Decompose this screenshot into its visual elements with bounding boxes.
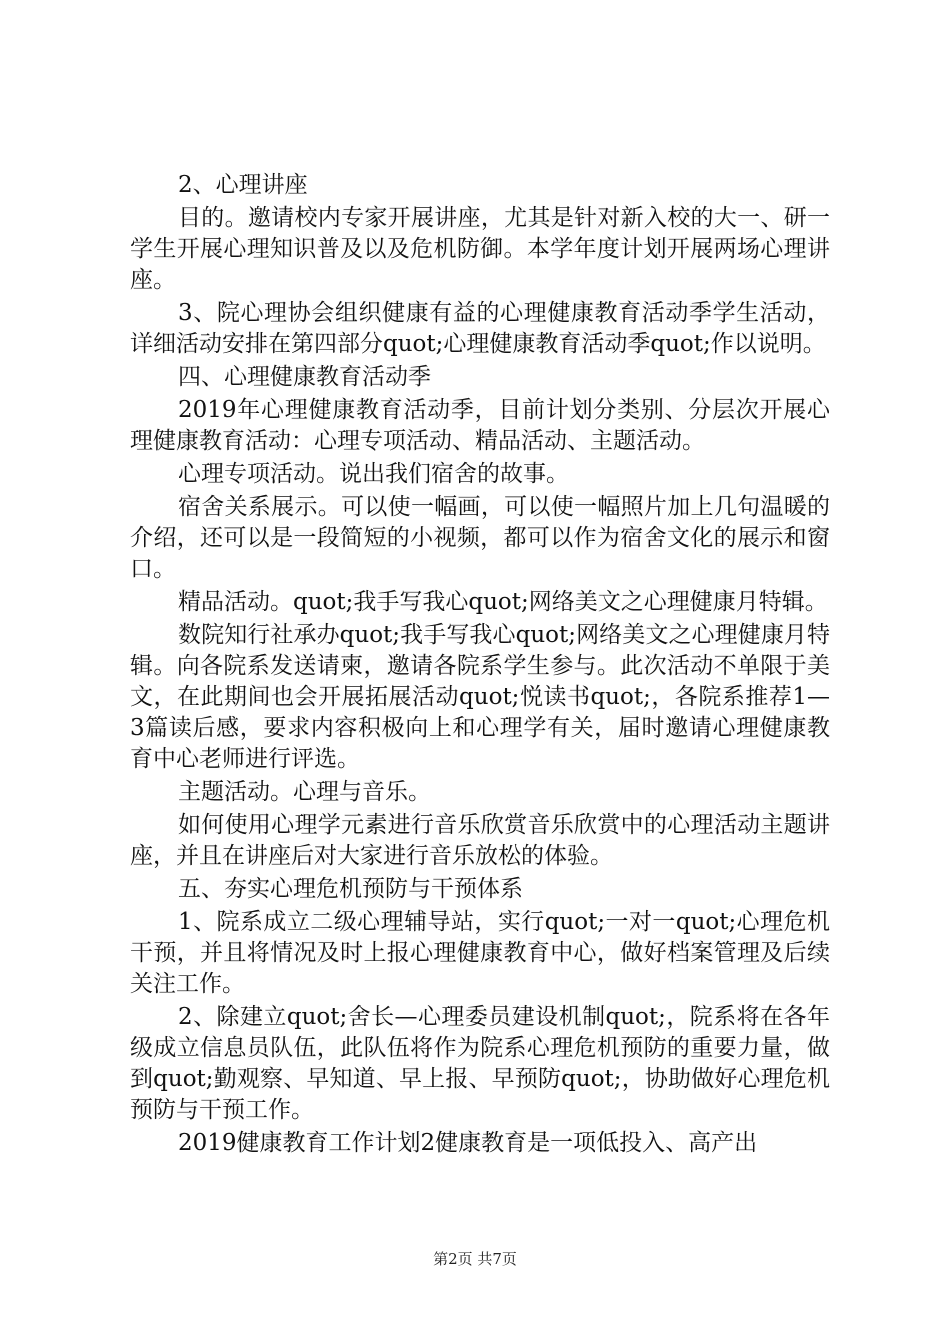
document-body: [130, 170, 830, 1161]
paragraph-information-team: 2、除建立quot;舍长—心理委员建设机制quot;，院系将在各年级成立信息员队伍，此队伍将作为院系心理危机预防的重要力量，做到quot;勤观察、早知道、早上报、早预防quot;，协助做好心理危机预防与干预工作。: [130, 1004, 830, 1123]
section-heading-activity-season: 四、心理健康教育活动季: [178, 364, 431, 390]
section-heading-crisis-prevention: 五、夯实心理危机预防与干预体系: [178, 876, 523, 902]
paragraph-association-activities: 3、院心理协会组织健康有益的心理健康教育活动季学生活动，详细活动安排在第四部分quot;心理健康教育活动季quot;作以说明。: [130, 300, 830, 357]
section-heading-lecture: 2、心理讲座: [178, 172, 308, 198]
paragraph-special-activity: 心理专项活动。说出我们宿舍的故事。: [178, 461, 569, 487]
paragraph-music-lecture: 如何使用心理学元素进行音乐欣赏音乐欣赏中的心理活动主题讲座，并且在讲座后对大家进行音乐放松的体验。: [130, 812, 830, 869]
paragraph-activity-season-plan: 2019年心理健康教育活动季，目前计划分类别、分层次开展心理健康教育活动：心理专项活动、精品活动、主题活动。: [130, 397, 830, 454]
paragraph-dorm-showcase: 宿舍关系展示。可以使一幅画，可以使一幅照片加上几句温暖的介绍，还可以是一段简短的小视频，都可以作为宿舍文化的展示和窗口。: [130, 494, 830, 582]
paragraph-counseling-station: 1、院系成立二级心理辅导站，实行quot;一对一quot;心理危机干预，并且将情况及时上报心理健康教育中心，做好档案管理及后续关注工作。: [130, 909, 830, 997]
paragraph-lecture-purpose: 目的。邀请校内专家开展讲座，尤其是针对新入校的大一、研一学生开展心理知识普及以及危机防御。本学年度计划开展两场心理讲座。: [130, 205, 830, 293]
paragraph-featured-activity-detail: 数院知行社承办quot;我手写我心quot;网络美文之心理健康月特辑。向各院系发送请柬，邀请各院系学生参与。此次活动不单限于美文，在此期间也会开展拓展活动quot;悦读书quot;，各院系推荐1—3篇读后感，要求内容积极向上和心理学有关，届时邀请心理健康教育中心老师进行评选。: [130, 622, 830, 772]
paragraph-theme-activity: 主题活动。心理与音乐。: [178, 779, 431, 805]
page-number-footer: 第2页 共7页: [433, 1250, 517, 1268]
paragraph-featured-activity: 精品活动。quot;我手写我心quot;网络美文之心理健康月特辑。: [178, 589, 828, 615]
paragraph-next-plan: 2019健康教育工作计划2健康教育是一项低投入、高产出: [178, 1130, 758, 1156]
